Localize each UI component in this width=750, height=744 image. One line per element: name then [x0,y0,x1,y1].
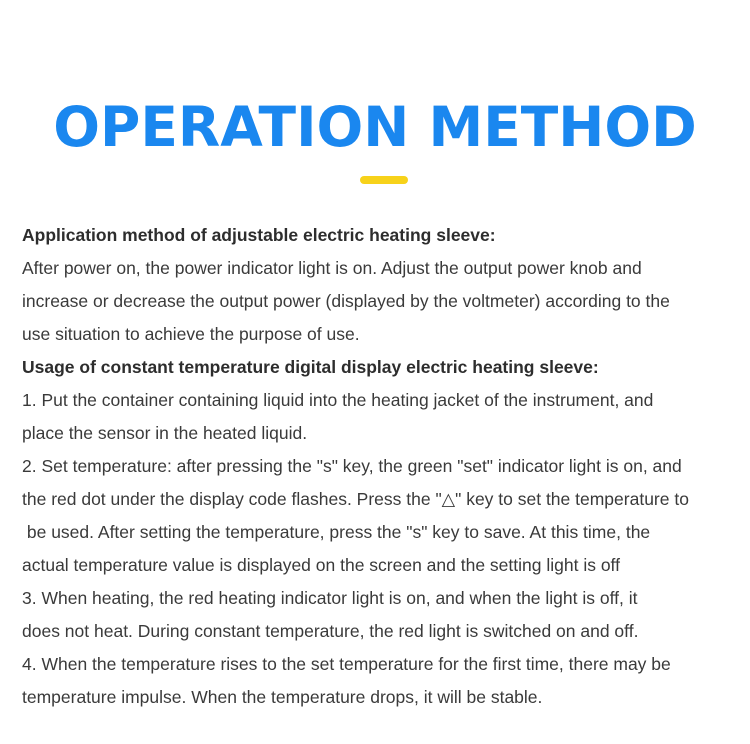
text-line: does not heat. During constant temperature, the red light is switched on and off. [22,621,639,641]
instructions-body [22,219,748,714]
text-line: be used. After setting the temperature, press the "s" key to save. At this time, the [22,522,651,542]
text-line: After power on, the power indicator light is on. Adjust the output power knob and [22,258,642,278]
page-title: OPERATION METHOD [53,95,697,159]
text-line: increase or decrease the output power (displayed by the voltmeter) according to the [22,291,670,311]
text-line: the red dot under the display code flashes. Press the "△" key to set the temperature to [22,489,689,509]
text-line: 2. Set temperature: after pressing the "s" key, the green "set" indicator light is on, and [22,456,682,476]
text-line: 4. When the temperature rises to the set temperature for the first time, there may be [22,654,671,674]
section-heading-adjustable: Application method of adjustable electric heating sleeve: [22,225,496,245]
text-line: 3. When heating, the red heating indicator light is on, and when the light is off, it [22,588,638,608]
text-line: temperature impulse. When the temperature drops, it will be stable. [22,687,543,707]
section-heading-constant-temperature: Usage of constant temperature digital display electric heating sleeve: [22,357,599,377]
text-line: 1. Put the container containing liquid into the heating jacket of the instrument, and [22,390,654,410]
text-line: place the sensor in the heated liquid. [22,423,308,443]
text-line: actual temperature value is displayed on the screen and the setting light is off [22,555,620,575]
text-line: use situation to achieve the purpose of use. [22,324,360,344]
title-underline-accent [360,176,408,184]
